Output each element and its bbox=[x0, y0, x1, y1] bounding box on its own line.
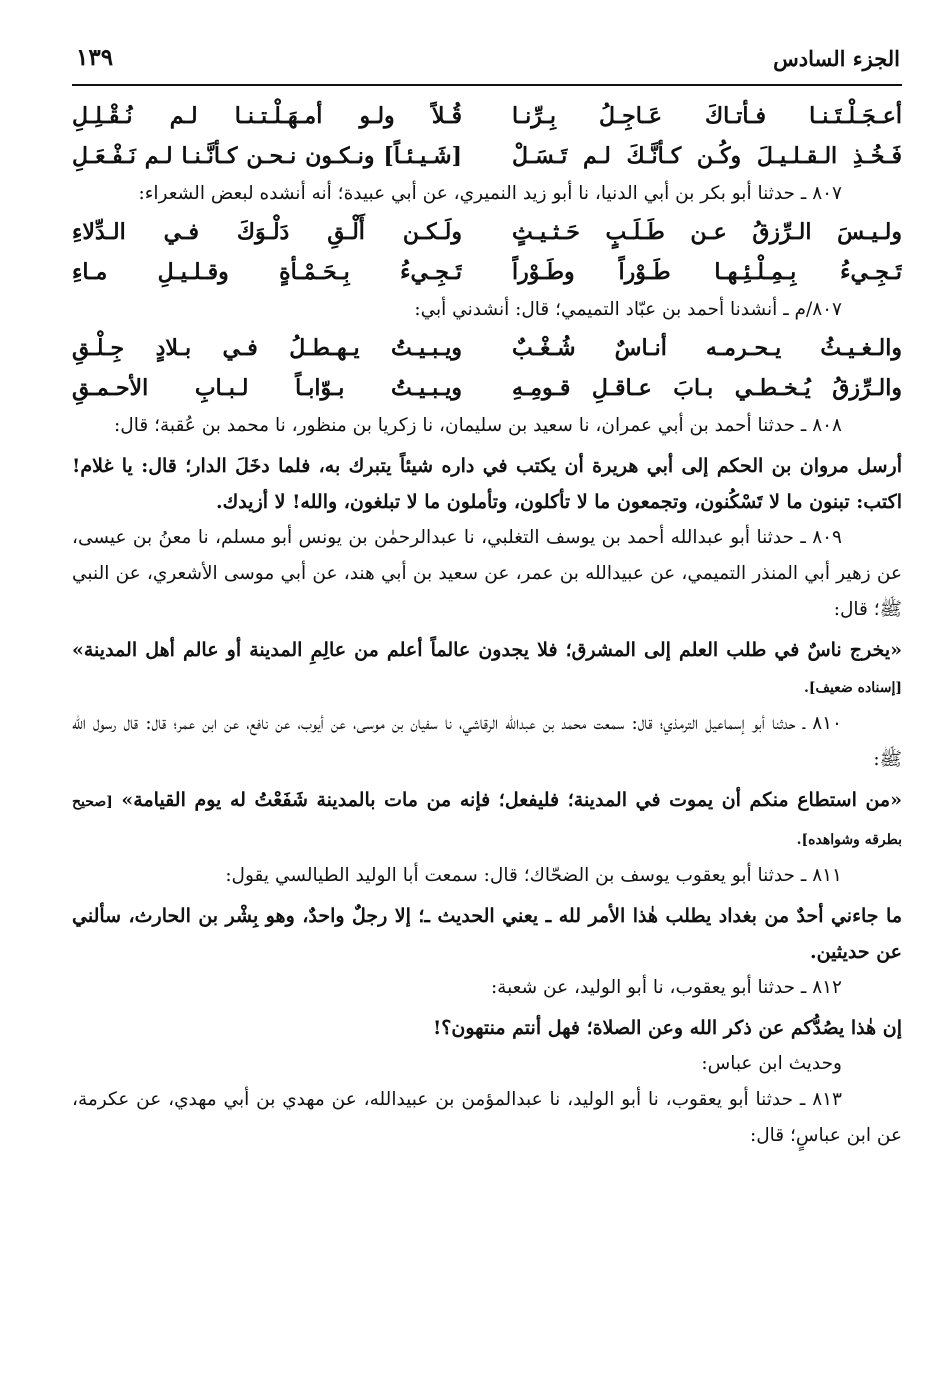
page-number: ١٣٩ bbox=[76, 44, 114, 71]
hadith-813-isnad: ٨١٣ ـ حدثنا أبو يعقوب، نا أبو الوليد، نا عبدالمؤمن بن عبيدالله، عن مهدي بن أبي مهدي، عن عكرمة، عن ابن عباسٍ؛ قال: bbox=[72, 1089, 902, 1146]
verse-first-hemistich: فَـخُـذِ الـقـلـيـلَ وكُـن كـأنَّـكَ لـم تَـسَـلْ bbox=[512, 143, 902, 169]
hadith-807-isnad: ٨٠٧ ـ حدثنا أبو بكر بن أبي الدنيا، نا أبو زيد النميري، عن أبي عبيدة؛ أنه أنشده لبعض الشعراء: bbox=[138, 183, 842, 204]
verse-second-hemistich: [شَـيـئـاً] ونـكـون نـحـن كـأنَّـنـا لـم نَـفْـعَـلِ bbox=[72, 143, 462, 169]
verse-first-hemistich: أعـجَـلْـتَـنـا فـأتـاكَ عَـاجِـلُ بِـرِّنـا bbox=[512, 103, 902, 129]
verse-second-hemistich: ويـبـيـتُ بـوّابـاً لـبـابِ الأحـمـقِ bbox=[72, 375, 462, 401]
verse-second-hemistich: ويـبـيـتُ يـهـطـلُ فـي بـلادٍ جِـلْـقِ bbox=[72, 335, 462, 361]
hadith-811-text: ما جاءني أحدٌ من بغداد يطلب هٰذا الأمر لله ـ يعني الحديث ـ؛ إلا رجلٌ واحدٌ، وهو بِشْر بن الحارث، سألني عن حديثين. bbox=[72, 905, 902, 963]
verse-first-hemistich: تَـجِـيءُ بِـمِـلْـئِـهـا طَـوْراً وطَـوْراً bbox=[512, 259, 902, 285]
hadith-810-grading: [صحيح بطرقه وشواهده]. bbox=[72, 794, 902, 848]
hadith-810-text bbox=[72, 782, 902, 858]
verse-first-hemistich: والـغـيـثُ يـحـرمـه أنـاسٌ شُـغْـبٌ bbox=[512, 335, 902, 361]
hadith-810-matn: «من استطاع منكم أن يموت في المدينة؛ فليفعل؛ فإنه من مات بالمدينة شَفَعْتُ له يوم القيامة» bbox=[121, 789, 902, 811]
page-header bbox=[72, 40, 902, 86]
verse-second-hemistich: تَـجِـيءُ بِـحَـمْـأةٍ وقـلـيـلِ مـاءِ bbox=[72, 259, 462, 285]
book-page bbox=[72, 40, 902, 1154]
hadith-810-isnad: ٨١٠ ـ حدثنا أبو إسماعيل الترمذي؛ قال: سمعت محمد بن عبدالله الرقاشي، نا سفيان بن موسى، عن أيوب، عن نافع، عن ابن عمر؛ قال: قال رسول الله ﷺ: bbox=[72, 713, 902, 770]
hadith-812-note: وحديث ابن عباس: bbox=[701, 1053, 842, 1074]
verse-line bbox=[72, 136, 902, 176]
hadith-807m-isnad: ٨٠٧/م ـ أنشدنا أحمد بن عبّاد التميمي؛ قال: أنشدني أبي: bbox=[414, 299, 842, 320]
hadith-812-text: إن هٰذا يصُدُّكم عن ذكر الله وعن الصلاة؛ فهل أنتم منتهون؟! bbox=[432, 1017, 902, 1039]
verse-line bbox=[72, 368, 902, 408]
page-content bbox=[72, 86, 902, 1154]
hadith-809-grading: [إسناده ضعيف]. bbox=[803, 680, 902, 696]
verse-line bbox=[72, 328, 902, 368]
verse-first-hemistich: ولـيـسَ الـرِّزقُ عـن طَـلَـبٍ حَـثـيـثٍ bbox=[512, 219, 902, 245]
verse-second-hemistich: قُـلاً ولـو أمـهَـلْـتـنـا لـم نُـقْـلِـلِ bbox=[72, 103, 462, 129]
hadith-811-isnad: ٨١١ ـ حدثنا أبو يعقوب يوسف بن الضحّاك؛ قال: سمعت أبا الوليد الطيالسي يقول: bbox=[225, 865, 842, 886]
hadith-809-text bbox=[72, 632, 902, 706]
hadith-812-isnad: ٨١٢ ـ حدثنا أبو يعقوب، نا أبو الوليد، عن شعبة: bbox=[490, 977, 842, 998]
verse-first-hemistich: والـرِّزقُ يُـخـطـي بـابَ عـاقـلِ قـومِـهِ bbox=[512, 375, 902, 401]
hadith-808-isnad: ٨٠٨ ـ حدثنا أحمد بن أبي عمران، نا سعيد بن سليمان، نا زكريا بن منظور، نا محمد بن عُقبة؛ قال: bbox=[114, 415, 842, 436]
hadith-809-isnad: ٨٠٩ ـ حدثنا أبو عبدالله أحمد بن يوسف التغلبي، نا عبدالرحمٰن بن يونس أبو مسلم، نا معنُ بن عيسى، عن زهير أبي المنذر التميمي، عن عبيدالله بن عمر، عن سعيد بن أبي هند، عن أبي موسى الأشعري، عن النبي ﷺ؛ قال: bbox=[72, 527, 902, 620]
running-title: الجزء السادس bbox=[773, 46, 900, 71]
hadith-809-matn: «يخرج ناسٌ في طلب العلم إلى المشرق؛ فلا يجدون عالماً أعلم من عالِمِ المدينة أو عالم أهل المدينة» bbox=[72, 639, 902, 661]
verse-line bbox=[72, 96, 902, 136]
verse-line bbox=[72, 212, 902, 252]
hadith-808-text: أرسل مروان بن الحكم إلى أبي هريرة أن يكتب في داره شيئاً يتبرك به، فلما دخَلَ الدار؛ قال: يا غلام! اكتب: تبنون ما لا تَسْكُنون، وتجمعون ما لا تأكلون، وتأملون ما لا تبلغون، والله! لا أزيدك. bbox=[72, 455, 902, 513]
verse-second-hemistich: ولَـكـن أَلْـقِ دَلْـوَكَ فـي الـدِّلاءِ bbox=[72, 219, 462, 245]
verse-line bbox=[72, 252, 902, 292]
